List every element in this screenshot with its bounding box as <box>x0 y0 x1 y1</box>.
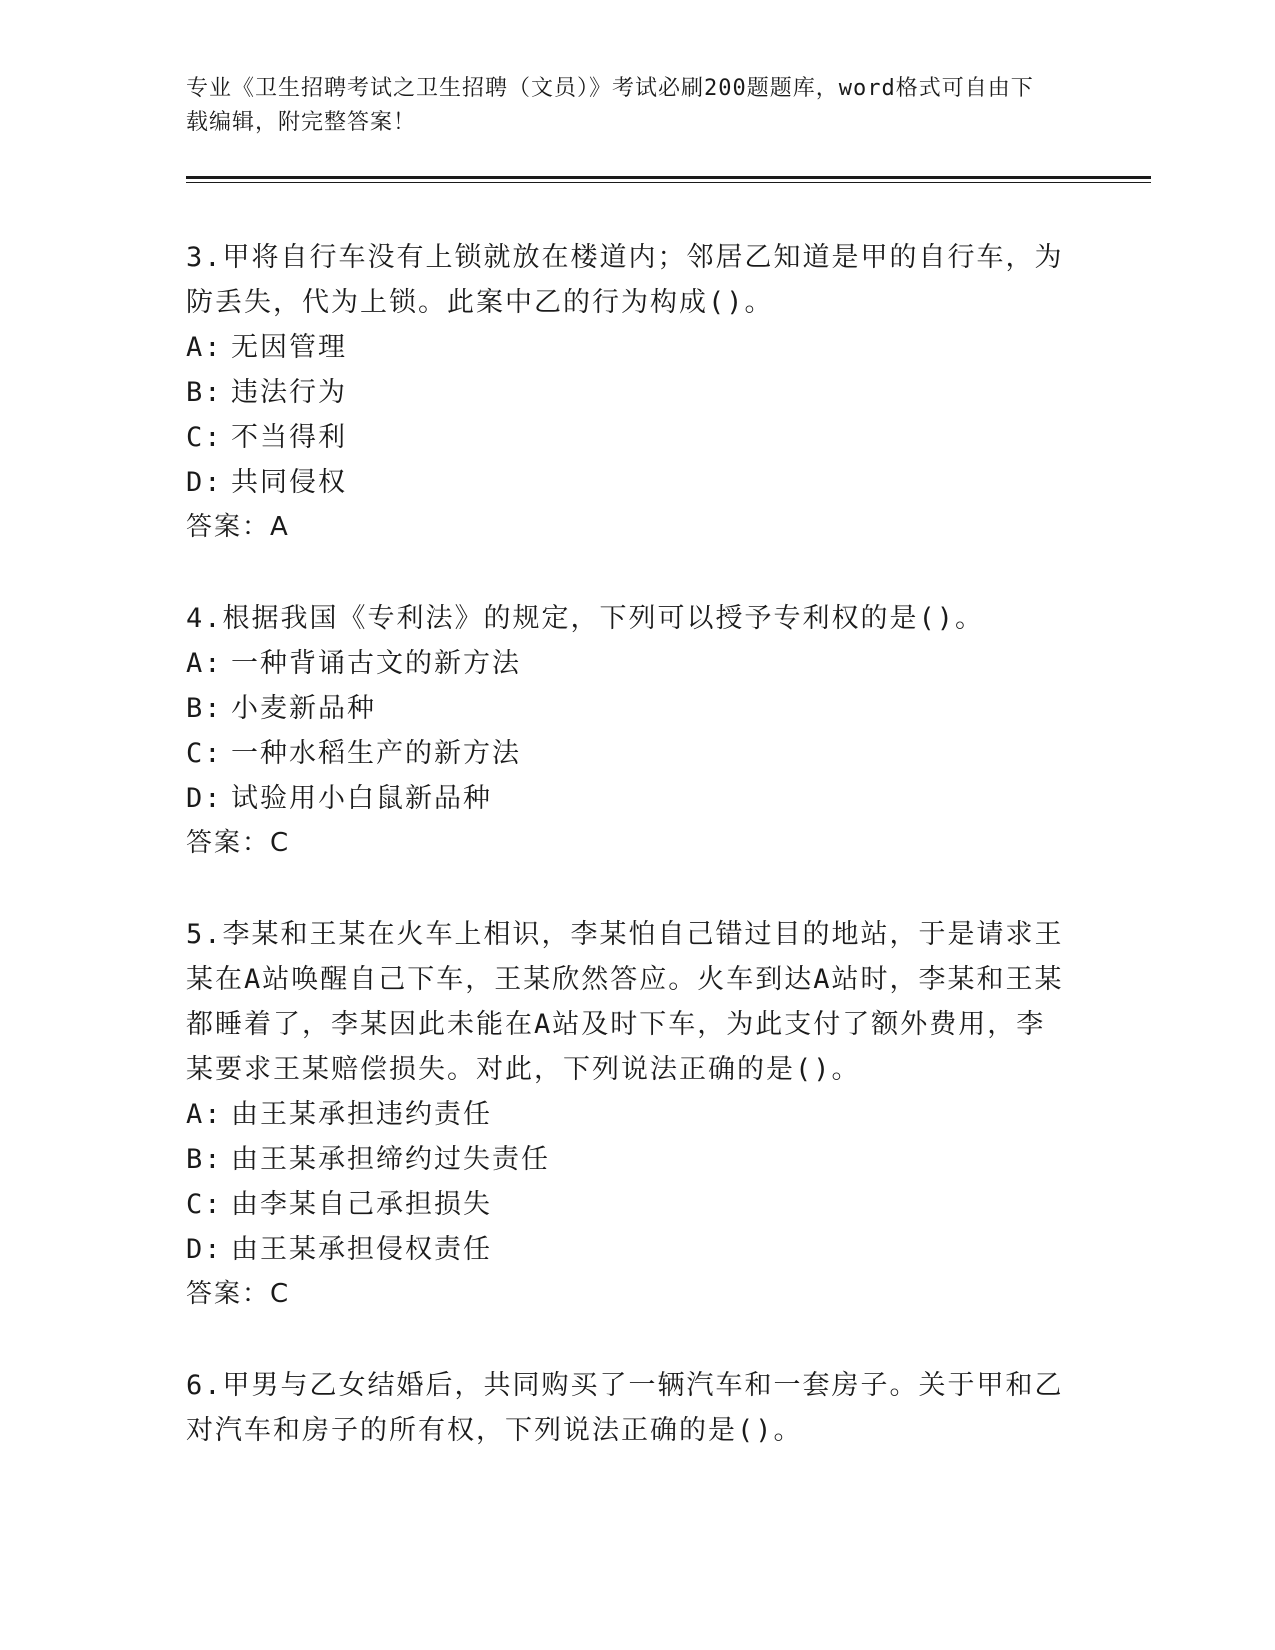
option-b <box>186 686 1066 731</box>
option-d <box>186 1227 1066 1272</box>
option-text: 小麦新品种 <box>231 693 376 724</box>
option-key: D: <box>186 1234 223 1265</box>
option-key: B: <box>186 1144 223 1175</box>
option-text: 由王某承担违约责任 <box>231 1099 492 1130</box>
question-stem: 5.李某和王某在火车上相识，李某怕自己错过目的地站，于是请求王某在A站唤醒自己下车，王某欣然答应。火车到达A站时，李某和王某都睡着了，李某因此未能在A站及时下车，为此支付了额外费用，李某要求王某赔偿损失。对此，下列说法正确的是()。 <box>186 919 1064 1085</box>
question-6 <box>186 1363 1066 1453</box>
option-c <box>186 1182 1066 1227</box>
option-text: 由王某承担缔约过失责任 <box>231 1144 550 1175</box>
question-stem: 3.甲将自行车没有上锁就放在楼道内；邻居乙知道是甲的自行车，为防丢失，代为上锁。此案中乙的行为构成()。 <box>186 242 1064 318</box>
question-stem: 4.根据我国《专利法》的规定，下列可以授予专利权的是()。 <box>186 603 985 634</box>
option-b <box>186 370 1066 415</box>
option-text: 一种背诵古文的新方法 <box>231 648 521 679</box>
option-text: 一种水稻生产的新方法 <box>231 738 521 769</box>
option-a <box>186 1092 1066 1137</box>
option-key: A: <box>186 648 223 679</box>
option-key: C: <box>186 422 223 453</box>
header-divider-thick <box>186 176 1151 179</box>
option-key: D: <box>186 783 223 814</box>
option-text: 由李某自己承担损失 <box>231 1189 492 1220</box>
question-stem: 6.甲男与乙女结婚后，共同购买了一辆汽车和一套房子。关于甲和乙对汽车和房子的所有权，下列说法正确的是()。 <box>186 1370 1064 1446</box>
option-text: 不当得利 <box>231 422 347 453</box>
header-divider-thin <box>186 182 1151 183</box>
option-text: 违法行为 <box>231 377 347 408</box>
option-c <box>186 415 1066 460</box>
option-text: 由王某承担侵权责任 <box>231 1234 492 1265</box>
option-key: C: <box>186 1189 223 1220</box>
question-list <box>186 235 1066 1499</box>
question-3 <box>186 235 1066 550</box>
option-key: A: <box>186 332 223 363</box>
option-d <box>186 460 1066 505</box>
option-c <box>186 731 1066 776</box>
option-a <box>186 325 1066 370</box>
option-text: 无因管理 <box>231 332 347 363</box>
answer-line: 答案：C <box>186 828 291 858</box>
option-b <box>186 1137 1066 1182</box>
answer-line: 答案：A <box>186 512 290 542</box>
document-header: 专业《卫生招聘考试之卫生招聘（文员）》考试必刷200题题库，word格式可自由下载编辑，附完整答案！ <box>186 76 1034 135</box>
option-key: D: <box>186 467 223 498</box>
option-key: B: <box>186 377 223 408</box>
option-key: A: <box>186 1099 223 1130</box>
option-text: 试验用小白鼠新品种 <box>231 783 492 814</box>
option-key: C: <box>186 738 223 769</box>
option-text: 共同侵权 <box>231 467 347 498</box>
option-d <box>186 776 1066 821</box>
question-4 <box>186 596 1066 866</box>
option-key: B: <box>186 693 223 724</box>
option-a <box>186 641 1066 686</box>
answer-line: 答案：C <box>186 1279 291 1309</box>
question-5 <box>186 912 1066 1317</box>
